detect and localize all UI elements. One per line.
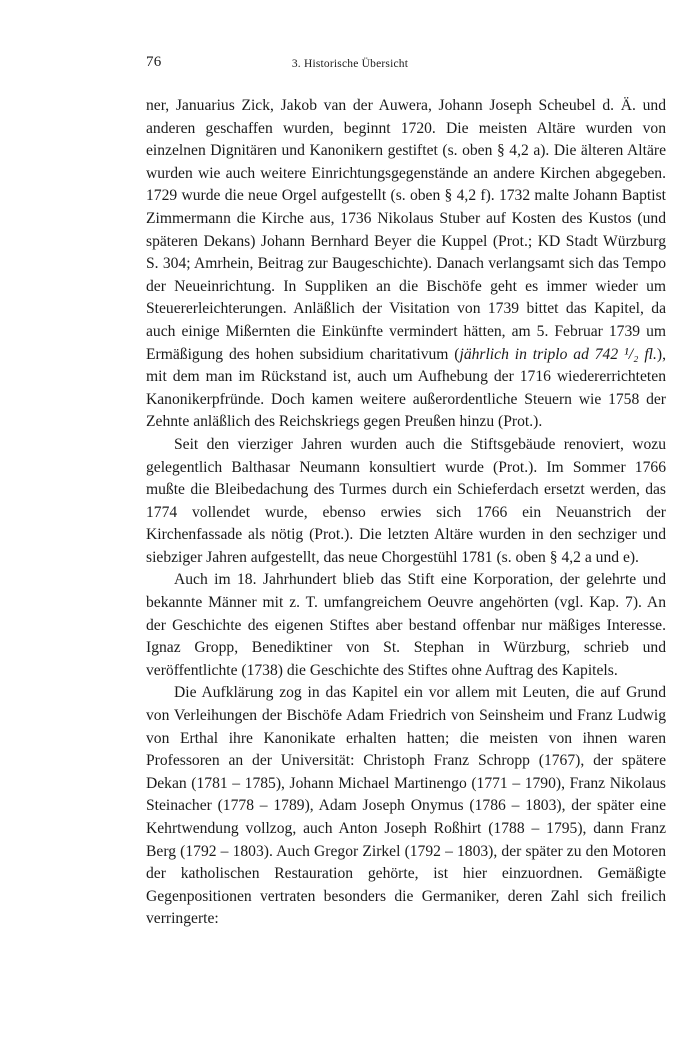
paragraph-text: Auch im 18. Jahrhundert blieb das Stift eine Korporation, der gelehrte und bekannte Männer mit z. T. umfangreichem Oeuvre angehörten (vgl. Kap. 7). An der Geschichte des eigenen Stiftes aber bestand offenbar nur mäßiges Interesse. Ignaz Gropp, Benediktiner von St. Stephan in Würzburg, schrieb und veröffentlichte (1738) die Geschichte des Stiftes ohne Auftrag des Kapitels. bbox=[146, 571, 666, 679]
italic-quote: jährlich in triplo ad 742 ¹/₂ fl. bbox=[459, 345, 657, 363]
running-head: 3. Historische Übersicht bbox=[291, 58, 409, 70]
paragraph-text: ), mit dem man im Rückstand ist, auch um Aufhebung der 1716 wiedererrichteten Kanonikerpfründe. Doch kamen weitere außerordentliche Steuern wie 1758 der Zehnte anläßlich des Reichskriegs gegen Preußen hinzu (Prot.). bbox=[146, 345, 666, 431]
paragraph-2 bbox=[146, 434, 666, 570]
paragraph-3 bbox=[146, 569, 666, 682]
page-number: 76 bbox=[146, 54, 162, 70]
paragraph-4 bbox=[146, 682, 666, 931]
body-text bbox=[146, 95, 666, 931]
paragraph-1 bbox=[146, 95, 666, 434]
paragraph-text: Die Aufklärung zog in das Kapitel ein vor allem mit Leuten, die auf Grund von Verleihungen der Bischöfe Adam Friedrich von Seinsheim und Franz Ludwig von Erthal ihre Kanonikate erhalten hatten; die meisten von ihnen waren Professoren an der Universität: Christoph Franz Schropp (1767), der spätere Dekan (1781 – 1785), Johann Michael Martinengo (1771 – 1790), Franz Nikolaus Steinacher (1778 – 1789), Adam Joseph Onymus (1786 – 1803), der später eine Kehrtwendung vollzog, auch Anton Joseph Roßhirt (1788 – 1795), dann Franz Berg (1792 – 1803). Auch Gregor Zirkel (1792 – 1803), der später zu den Motoren der katholischen Restauration gehörte, ist hier einzuordnen. Gemäßigte Gegenpositionen vertraten besonders die Germaniker, deren Zahl sich freilich verringerte: bbox=[146, 684, 666, 928]
paragraph-text: Seit den vierziger Jahren wurden auch die Stiftsgebäude renoviert, wozu gelegentlich Balthasar Neumann konsultiert wurde (Prot.). Im Sommer 1766 mußte die Bleibedachung des Turmes durch ein Schieferdach ersetzt werden, das 1774 vollendet wurde, ebenso erwies sich 1766 ein Neuanstrich der Kirchenfassade als nötig (Prot.). Die letzten Altäre wurden in den sechziger und siebziger Jahren aufgestellt, das neue Chorgestühl 1781 (s. oben § 4,2 a und e). bbox=[146, 435, 666, 566]
paragraph-text: ner, Januarius Zick, Jakob van der Auwera, Johann Joseph Scheubel d. Ä. und anderen geschaffen wurden, beginnt 1720. Die meisten Altäre wurden von einzelnen Dignitären und Kanonikern gestiftet (s. oben § 4,2 a). Die älteren Altäre wurden wie auch weitere Einrichtungsgegenstände an andere Kirchen abgegeben. 1729 wurde die neue Orgel aufgestellt (s. oben § 4,2 f). 1732 malte Johann Baptist Zimmermann die Kirche aus, 1736 Nikolaus Stuber auf Kosten des Kustos (und späteren Dekans) Johann Bernhard Beyer die Kuppel (Prot.; KD Stadt Würzburg S. 304; Amrhein, Beitrag zur Baugeschichte). Danach verlangsamt sich das Tempo der Neueinrichtung. In Suppliken an die Bischöfe geht es immer wieder um Steuererleichterungen. Anläßlich der Visitation von 1739 bittet das Kapitel, da auch einige Mißernten die Einkünfte vermindert hätten, am 5. Februar 1739 um Ermäßigung des hohen subsidium charitativum ( bbox=[146, 97, 666, 363]
